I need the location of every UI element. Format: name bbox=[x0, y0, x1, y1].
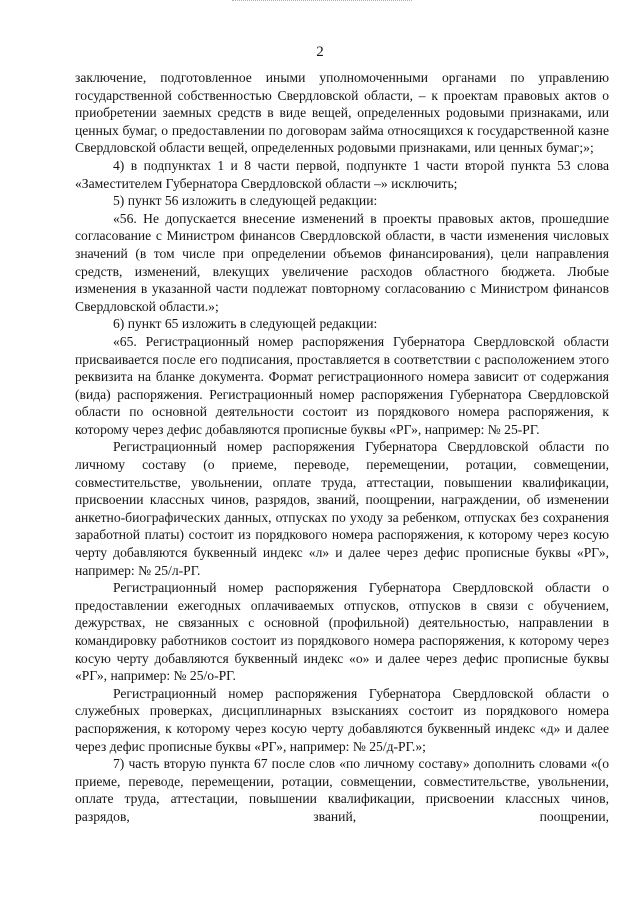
paragraph-point-56: «56. Не допускается внесение изменений в проекты правовых актов, прошедшие согласование с Министром финансов Свердловской области, в части изменения числовых значений (в том числе при определении объемов финансирования), цели направления средств, изменений, влекущих увеличение расходов областного бюджета. Любые изменения в указанной части подлежат повторному согласованию с Министром финансов Свердловской области.»; bbox=[75, 210, 609, 314]
scan-header-mark bbox=[232, 0, 412, 6]
paragraph-leave-number: Регистрационный номер распоряжения Губернатора Свердловской области о предоставлении ежегодных оплачиваемых отпусков, отпусков в связи с обучением, дежурствах, не связанных с основной (профильной) деятельностью, направлении в командировку работников состоит из порядкового номера распоряжения, к которому через косую черту добавляются буквенный индекс «о» и далее через дефис прописные буквы «РГ», например: № 25/о-РГ. bbox=[75, 580, 609, 684]
paragraph-continuation: заключение, подготовленное иными уполномоченными органами по управлению государственной собственностью Свердловской области, – к проектам правовых актов о приобретении заемных средств в виде вещей, определенных родовыми признаками, или ценных бумаг, о предоставлении по договорам займа относящихся к государственной казне Свердловской области вещей, определенных родовыми признаками, или ценных бумаг;»; bbox=[75, 70, 609, 156]
paragraph-item-4: 4) в подпунктах 1 и 8 части первой, подпункте 1 части второй пункта 53 слова «Заместителем Губернатора Свердловской области –» исключить; bbox=[75, 157, 609, 191]
page-number: 2 bbox=[316, 44, 324, 60]
paragraph-point-65: «65. Регистрационный номер распоряжения Губернатора Свердловской области присваивается после его подписания, проставляется в соответствии с расположением этого реквизита на бланке документа. Формат регистрационного номера зависит от содержания (вида) распоряжения. Регистрационный номер распоряжения Губернатора Свердловской области по основной деятельности состоит из порядкового номера распоряжения, к которому через дефис добавляются прописные буквы «РГ», например: № 25-РГ. bbox=[75, 333, 609, 437]
paragraph-item-5: 5) пункт 56 изложить в следующей редакции: bbox=[113, 193, 378, 209]
paragraph-discipline-number: Регистрационный номер распоряжения Губернатора Свердловской области о служебных проверках, дисциплинарных взысканиях состоит из порядкового номера распоряжения, к которому через косую черту добавляются буквенный индекс «д» и далее через дефис прописные буквы «РГ», например: № 25/д-РГ.»; bbox=[75, 685, 609, 754]
paragraph-item-6: 6) пункт 65 изложить в следующей редакции: bbox=[113, 316, 378, 332]
paragraph-personnel-number: Регистрационный номер распоряжения Губернатора Свердловской области по личному составу (о приеме, переводе, перемещении, ротации, совмещении, совместительстве, увольнении, оплате труда, аттестации, повышении квалификации, присвоении классных чинов, разрядов, званий, поощрении, награждении, об изменении анкетно-биографических данных, отпусках по уходу за ребенком, отпусках без сохранения заработной платы) состоит из порядкового номера распоряжения, к которому через косую черту добавляются буквенный индекс «л» и далее через дефис прописные буквы «РГ», например: № 25/л-РГ. bbox=[75, 439, 609, 578]
paragraph-item-7: 7) часть вторую пункта 67 после слов «по личному составу» дополнить словами «(о приеме, переводе, перемещении, ротации, совмещении, совместительстве, увольнении, оплате труда, аттестации, повышении квалификации, присвоении классных чинов, разрядов, званий, поощрении, bbox=[75, 756, 609, 824]
document-body bbox=[75, 69, 609, 826]
